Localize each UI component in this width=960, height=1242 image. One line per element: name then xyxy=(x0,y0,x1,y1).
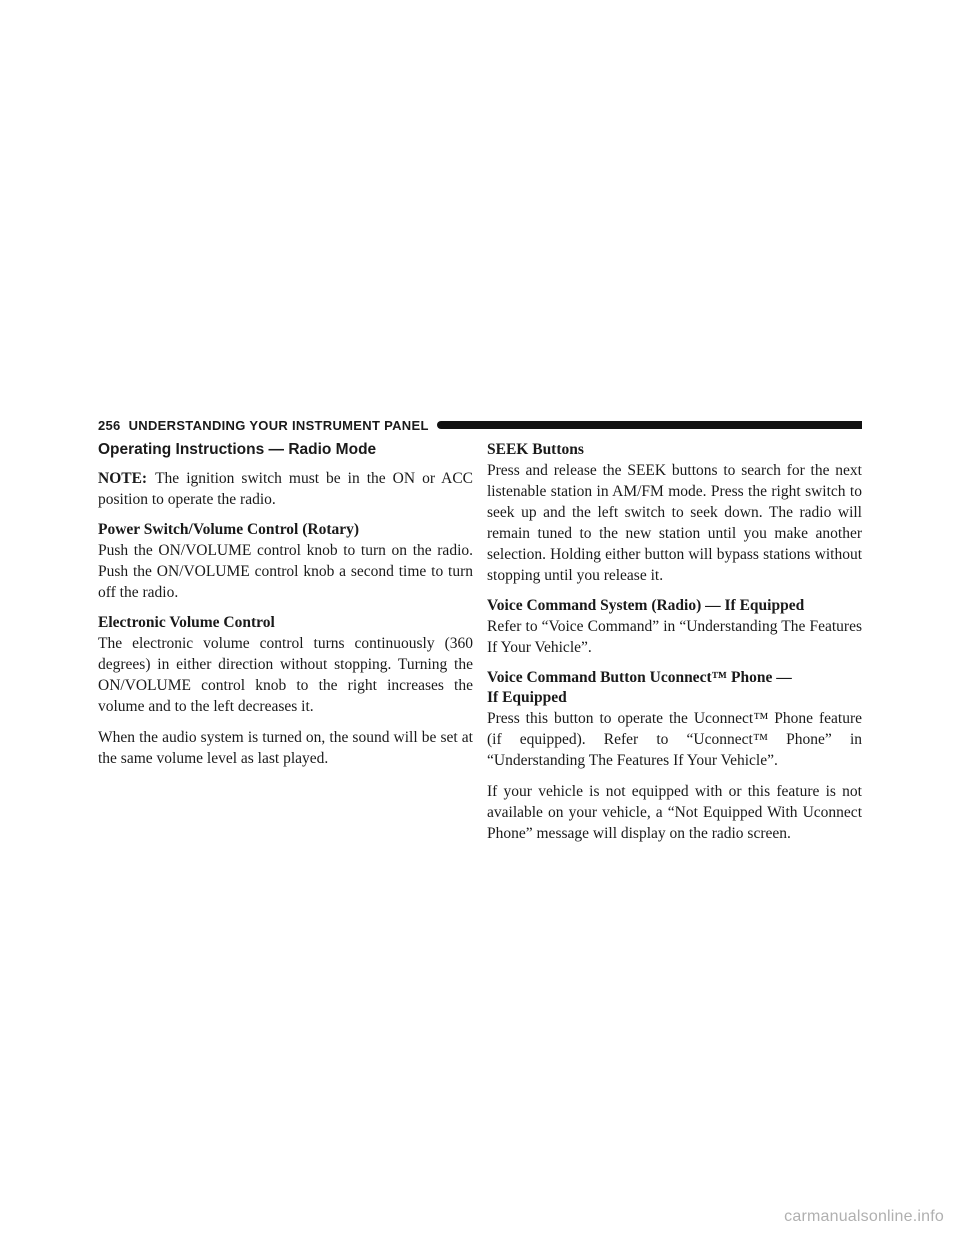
volume-heading: Electronic Volume Control xyxy=(98,614,275,631)
note-label: NOTE: xyxy=(98,470,148,487)
power-section xyxy=(98,520,473,603)
power-text: Push the ON/VOLUME control knob to turn on the radio. Push the ON/VOLUME control knob a second time to turn off the radio. xyxy=(98,542,473,601)
page-header xyxy=(98,416,862,434)
seek-text: Press and release the SEEK buttons to search for the next listenable station in AM/FM mode. Press the right switch to seek up and the left switch to seek down. The radio will remain tuned to the new station until you make another selection. Holding either button will bypass stations without stopping until you release it. xyxy=(487,462,862,584)
header-rule xyxy=(437,421,862,429)
voice-heading: Voice Command System (Radio) — If Equipped xyxy=(487,597,805,614)
note-text: The ignition switch must be in the ON or ACC position to operate the radio. xyxy=(98,470,473,508)
seek-section xyxy=(487,440,862,586)
uconnect-text: Press this button to operate the Uconnect™ Phone feature (if equipped). Refer to “Uconnect™ Phone” in “Understanding The Features If Your Vehicle”. xyxy=(487,710,862,769)
page-title: Operating Instructions — Radio Mode xyxy=(98,441,377,458)
page-number: 256 xyxy=(98,417,121,433)
volume-section xyxy=(98,613,473,717)
uconnect-heading-line-1: Voice Command Button Uconnect™ Phone — xyxy=(487,669,792,686)
audio-text: When the audio system is turned on, the sound will be set at the same volume level as last played. xyxy=(98,729,473,767)
volume-text: The electronic volume control turns continuously (360 degrees) in either direction without stopping. Turning the ON/VOLUME control knob to the right increases the volume and to the left decreases it. xyxy=(98,635,473,715)
uconnect-heading-line-2: If Equipped xyxy=(487,689,567,706)
voice-text: Refer to “Voice Command” in “Understanding The Features If Your Vehicle”. xyxy=(487,618,862,656)
watermark: carmanualsonline.info xyxy=(784,1208,944,1225)
section-title: UNDERSTANDING YOUR INSTRUMENT PANEL xyxy=(128,417,429,433)
not-equipped-text: If your vehicle is not equipped with or this feature is not available on your vehicle, a “Not Equipped With Uconnect Phone” message will display on the radio screen. xyxy=(487,783,862,842)
left-column xyxy=(98,440,473,779)
uconnect-section xyxy=(487,668,862,771)
voice-section xyxy=(487,596,862,658)
power-heading: Power Switch/Volume Control (Rotary) xyxy=(98,521,360,538)
right-column xyxy=(487,440,862,854)
note-paragraph xyxy=(98,468,473,510)
seek-heading: SEEK Buttons xyxy=(487,441,584,458)
